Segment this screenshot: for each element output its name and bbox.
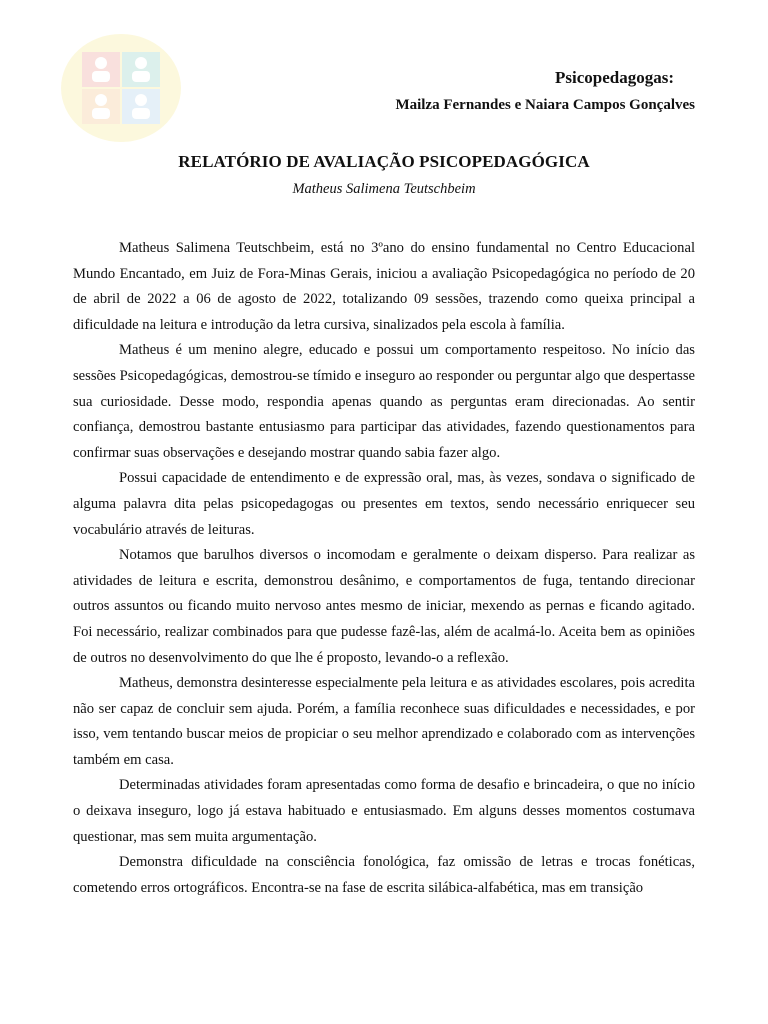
paragraph-intro: Matheus Salimena Teutschbeim, está no 3ºano do ensino fundamental no Centro Educacional Mundo Encantado, em Juiz de Fora-Minas Gerais, iniciou a avaliação Psicopedagógica no período de 20 de abril de 2022 a 06 de agosto de 2022, totalizando 09 sessões, trazendo como queixa principal a dificuldade na leitura e introdução da letra cursiva, sinalizados pela escola à família.: [73, 240, 695, 333]
header-role-label: Psicopedagogas:: [555, 68, 674, 87]
paragraph-phonology: Demonstra dificuldade na consciência fonológica, faz omissão de letras e trocas fonéticas, cometendo erros ortográficos. Encontra-se na fase de escrita silábica-alfabética, mas em transição: [73, 854, 695, 896]
children-activities-logo-icon: [60, 33, 182, 143]
report-subject-name: Matheus Salimena Teutschbeim: [292, 181, 476, 197]
paragraph-behavior: Matheus é um menino alegre, educado e possui um comportamento respeitoso. No início das sessões Psicopedagógicas, demostrou-se tímido e inseguro ao responder ou perguntar algo que despertasse sua curiosidade. Desse modo, respondia apenas quando as perguntas eram direcionadas. Ao sentir confiança, demostrou bastante entusiasmo para participar das atividades, fazendo questionamentos para confirmar suas observações e desejando mostrar quando sabia fazer algo.: [73, 342, 695, 461]
paragraph-interest: Matheus, demonstra desinteresse especialmente pela leitura e as atividades escolares, pois acredita não ser capaz de concluir sem ajuda. Porém, a família reconhece suas dificuldades e necessidades, e por isso, vem tentando buscar meios de propiciar o seu melhor aprendizado e colaborado com as intervenções também em casa.: [73, 675, 695, 768]
paragraph-attention: Notamos que barulhos diversos o incomodam e geralmente o deixam disperso. Para realizar as atividades de leitura e escrita, demonstrou desânimo, e comportamentos de fuga, tentando direcionar outros assuntos ou ficando muito nervoso antes mesmo de iniciar, mexendo as pernas e ficando agitado. Foi necessário, realizar combinados para que pudesse fazê-las, além de acalmá-lo. Aceita bem as opiniões de outros no desenvolvimento do que lhe é proposto, levando-o a reflexão.: [73, 547, 695, 666]
paragraph-comprehension: Possui capacidade de entendimento e de expressão oral, mas, às vezes, sondava o significado de alguma palavra dita pelas psicopedagogas ou presentes em textos, sendo necessário enriquecer seu vocabulário através de leituras.: [73, 470, 695, 538]
header-author-names: Mailza Fernandes e Naiara Campos Gonçalves: [395, 97, 695, 113]
report-title: RELATÓRIO DE AVALIAÇÃO PSICOPEDAGÓGICA: [178, 152, 590, 171]
report-body: [73, 236, 695, 901]
paragraph-activities: Determinadas atividades foram apresentadas como forma de desafio e brincadeira, o que no início o deixava inseguro, logo já estava habituado e entusiasmado. Em alguns desses momentos costumava questionar, mas sem muita argumentação.: [73, 777, 695, 845]
